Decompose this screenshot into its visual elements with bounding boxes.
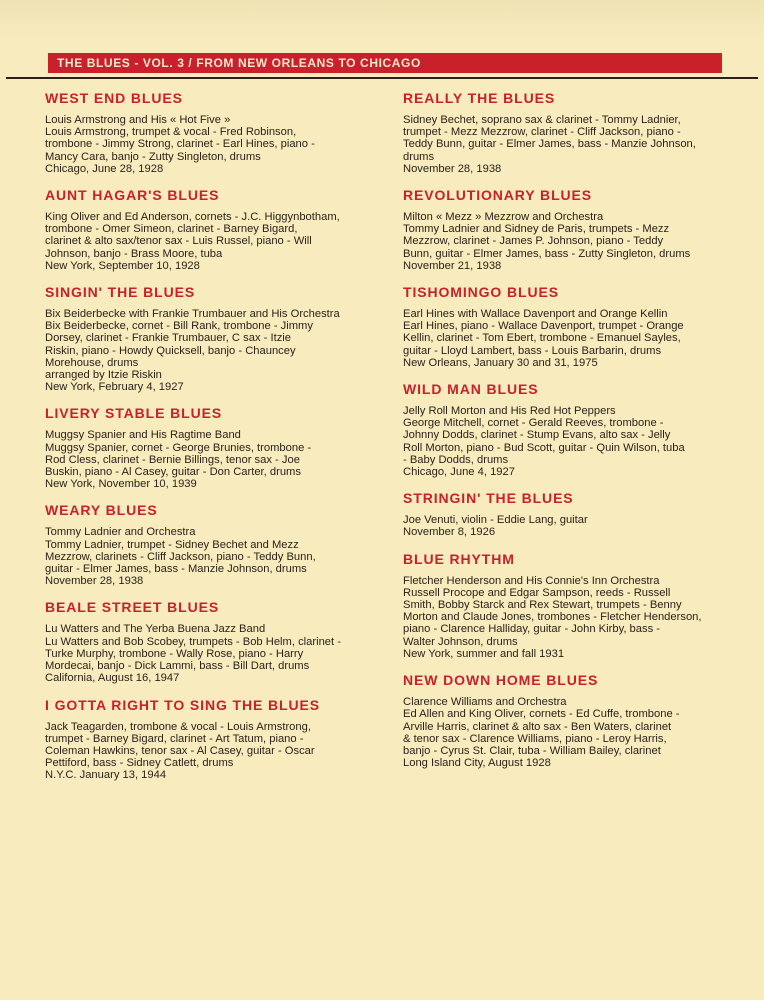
personnel-line: Jack Teagarden, trombone & vocal - Louis Armstrong, bbox=[45, 720, 311, 733]
personnel-line: guitar - Lloyd Lambert, bass - Louis Barbarin, drums bbox=[403, 344, 662, 357]
personnel-line: Smith, Bobby Starck and Rex Stewart, trumpets - Benny bbox=[403, 599, 682, 612]
personnel-line: - Baby Dodds, drums bbox=[403, 453, 509, 466]
personnel-line: Mezzrow, clarinet - James P. Johnson, piano - Teddy bbox=[403, 235, 664, 248]
personnel-line: arranged by Itzie Riskin bbox=[45, 369, 162, 382]
track-title: BLUE RHYTHM bbox=[403, 550, 515, 567]
track-entry bbox=[45, 284, 375, 393]
left-column bbox=[45, 90, 375, 782]
personnel-line: November 28, 1938 bbox=[45, 575, 144, 588]
personnel-line: California, August 16, 1947 bbox=[45, 672, 180, 685]
track-title: NEW DOWN HOME BLUES bbox=[403, 672, 599, 689]
personnel-line: Milton « Mezz » Mezzrow and Orchestra bbox=[403, 211, 604, 224]
track-entry bbox=[403, 90, 733, 175]
track-entry bbox=[403, 284, 733, 369]
personnel-line: New York, February 4, 1927 bbox=[45, 381, 184, 394]
personnel-line: Lu Watters and The Yerba Buena Jazz Band bbox=[45, 623, 266, 636]
personnel-line: banjo - Cyrus St. Clair, tuba - William Bailey, clarinet bbox=[403, 744, 661, 757]
personnel-line: Joe Venuti, violin - Eddie Lang, guitar bbox=[403, 514, 588, 527]
personnel-line: & tenor sax - Clarence Williams, piano - Leroy Harris, bbox=[403, 732, 667, 745]
track-title: WEARY BLUES bbox=[45, 502, 158, 519]
personnel-line: New York, September 10, 1928 bbox=[45, 259, 200, 272]
personnel-line: trombone - Omer Simeon, clarinet - Barney Bigard, bbox=[45, 223, 298, 236]
personnel-line: Sidney Bechet, soprano sax & clarinet - Tommy Ladnier, bbox=[403, 114, 681, 126]
track-entry bbox=[403, 381, 733, 478]
personnel-line: Bunn, guitar - Elmer James, bass - Zutty Singleton, drums bbox=[403, 247, 691, 260]
personnel-line: Long Island City, August 1928 bbox=[403, 757, 551, 770]
track-entry bbox=[403, 672, 733, 769]
track-title: LIVERY STABLE BLUES bbox=[45, 405, 223, 422]
personnel-line: Kellin, clarinet - Tom Ebert, trombone - Emanuel Sayles, bbox=[403, 332, 681, 345]
personnel-line: Chicago, June 28, 1928 bbox=[45, 162, 164, 175]
personnel-line: Teddy Bunn, guitar - Elmer James, bass - Manzie Johnson, bbox=[403, 138, 696, 151]
personnel-line: November 21, 1938 bbox=[403, 259, 502, 272]
track-entry bbox=[403, 551, 733, 660]
track-title: I GOTTA RIGHT TO SING THE BLUES bbox=[45, 696, 320, 713]
track-title: REALLY THE BLUES bbox=[403, 90, 556, 106]
personnel-line: Muggsy Spanier and His Ragtime Band bbox=[45, 429, 241, 442]
personnel-line: Chicago, June 4, 1927 bbox=[403, 466, 515, 479]
track-entry bbox=[45, 599, 375, 684]
personnel-line: drums bbox=[403, 150, 435, 163]
personnel-line: Fletcher Henderson and His Connie's Inn Orchestra bbox=[403, 574, 660, 587]
track-title: STRINGIN' THE BLUES bbox=[403, 490, 574, 507]
personnel-line: Tommy Ladnier and Sidney de Paris, trumpets - Mezz bbox=[403, 223, 670, 236]
personnel-line: Johnson, banjo - Brass Moore, tuba bbox=[45, 247, 223, 260]
personnel-line: Russell Procope and Edgar Sampson, reeds - Russell bbox=[403, 586, 671, 599]
personnel-line: Mezzrow, clarinets - Cliff Jackson, piano - Teddy Bunn, bbox=[45, 550, 316, 563]
personnel-line: Dorsey, clarinet - Frankie Trumbauer, C sax - Itzie bbox=[45, 332, 291, 345]
personnel-line: Morehouse, drums bbox=[45, 356, 139, 369]
personnel-line: George Mitchell, cornet - Gerald Reeves, trombone - bbox=[403, 417, 664, 430]
personnel-line: guitar - Elmer James, bass - Manzie Johnson, drums bbox=[45, 563, 307, 576]
personnel-line: November 8, 1926 bbox=[403, 526, 496, 539]
track-title: REVOLUTIONARY BLUES bbox=[403, 187, 593, 204]
personnel-line: New York, summer and fall 1931 bbox=[403, 647, 565, 660]
personnel-line: Muggsy Spanier, cornet - George Brunies, trombone - bbox=[45, 441, 312, 454]
personnel-line: Bix Beiderbecke with Frankie Trumbauer and His Orchestra bbox=[45, 308, 340, 321]
track-title: WEST END BLUES bbox=[45, 90, 183, 106]
personnel-line: Arville Harris, clarinet & alto sax - Ben Waters, clarinet bbox=[403, 720, 672, 733]
personnel-line: Earl Hines with Wallace Davenport and Orange Kellin bbox=[403, 308, 668, 321]
personnel-line: Jelly Roll Morton and His Red Hot Peppers bbox=[403, 405, 616, 418]
track-entry bbox=[45, 187, 375, 272]
personnel-line: Louis Armstrong, trumpet & vocal - Fred Robinson, bbox=[45, 126, 297, 139]
personnel-line: New Orleans, January 30 and 31, 1975 bbox=[403, 356, 598, 369]
personnel-line: Mordecai, banjo - Dick Lammi, bass - Bill Dart, drums bbox=[45, 660, 310, 673]
track-entry bbox=[45, 502, 375, 587]
personnel-line: Buskin, piano - Al Casey, guitar - Don Carter, drums bbox=[45, 466, 301, 479]
personnel-line: Johnny Dodds, clarinet - Stump Evans, alto sax - Jelly bbox=[403, 429, 671, 442]
personnel-line: Clarence Williams and Orchestra bbox=[403, 696, 567, 709]
page-top-edge bbox=[0, 0, 764, 40]
personnel-line: New York, November 10, 1939 bbox=[45, 478, 197, 491]
personnel-line: Riskin, piano - Howdy Quicksell, banjo - Chauncey bbox=[45, 344, 296, 357]
header-rule bbox=[6, 77, 758, 79]
personnel-line: trombone - Jimmy Strong, clarinet - Earl Hines, piano - bbox=[45, 138, 315, 151]
personnel-line: Morton and Claude Jones, trombones - Fletcher Henderson, bbox=[403, 611, 702, 624]
track-entry bbox=[403, 187, 733, 272]
track-entry bbox=[403, 490, 733, 538]
personnel-line: Walter Johnson, drums bbox=[403, 635, 518, 648]
personnel-line: Tommy Ladnier and Orchestra bbox=[45, 526, 196, 539]
personnel-line: Rod Cless, clarinet - Bernie Billings, tenor sax - Joe bbox=[45, 453, 300, 466]
track-entry bbox=[45, 697, 375, 782]
track-title: WILD MAN BLUES bbox=[403, 381, 539, 398]
personnel-line: November 28, 1938 bbox=[403, 162, 502, 175]
personnel-line: Lu Watters and Bob Scobey, trumpets - Bob Helm, clarinet - bbox=[45, 635, 341, 648]
personnel-line: clarinet & alto sax/tenor sax - Luis Russel, piano - Will bbox=[45, 235, 312, 248]
track-entry bbox=[45, 405, 375, 490]
personnel-line: King Oliver and Ed Anderson, cornets - J.C. Higgynbotham, bbox=[45, 211, 340, 224]
track-entry bbox=[45, 90, 375, 175]
personnel-line: Pettiford, bass - Sidney Catlett, drums bbox=[45, 757, 234, 770]
header-banner: THE BLUES - VOL. 3 / FROM NEW ORLEANS TO CHICAGO bbox=[48, 53, 722, 73]
right-column bbox=[403, 90, 733, 769]
personnel-line: Earl Hines, piano - Wallace Davenport, trumpet - Orange bbox=[403, 320, 684, 333]
track-title: TISHOMINGO BLUES bbox=[403, 284, 559, 301]
track-title: BEALE STREET BLUES bbox=[45, 599, 220, 616]
personnel-line: piano - Clarence Halliday, guitar - John Kirby, bass - bbox=[403, 623, 661, 636]
personnel-line: Louis Armstrong and His « Hot Five » bbox=[45, 114, 231, 126]
track-title: SINGIN' THE BLUES bbox=[45, 284, 196, 301]
track-title: AUNT HAGAR'S BLUES bbox=[45, 187, 220, 204]
personnel-line: Tommy Ladnier, trumpet - Sidney Bechet and Mezz bbox=[45, 538, 299, 551]
personnel-line: N.Y.C. January 13, 1944 bbox=[45, 769, 167, 782]
personnel-line: Coleman Hawkins, tenor sax - Al Casey, guitar - Oscar bbox=[45, 744, 315, 757]
personnel-line: Bix Beiderbecke, cornet - Bill Rank, trombone - Jimmy bbox=[45, 320, 313, 333]
personnel-line: Ed Allen and King Oliver, cornets - Ed Cuffe, trombone - bbox=[403, 708, 680, 721]
personnel-line: Turke Murphy, trombone - Wally Rose, piano - Harry bbox=[45, 647, 304, 660]
personnel-line: Mancy Cara, banjo - Zutty Singleton, drums bbox=[45, 150, 261, 163]
personnel-line: trumpet - Mezz Mezzrow, clarinet - Cliff Jackson, piano - bbox=[403, 126, 681, 139]
personnel-line: Roll Morton, piano - Bud Scott, guitar - Quin Wilson, tuba bbox=[403, 441, 685, 454]
personnel-line: trumpet - Barney Bigard, clarinet - Art Tatum, piano - bbox=[45, 732, 304, 745]
